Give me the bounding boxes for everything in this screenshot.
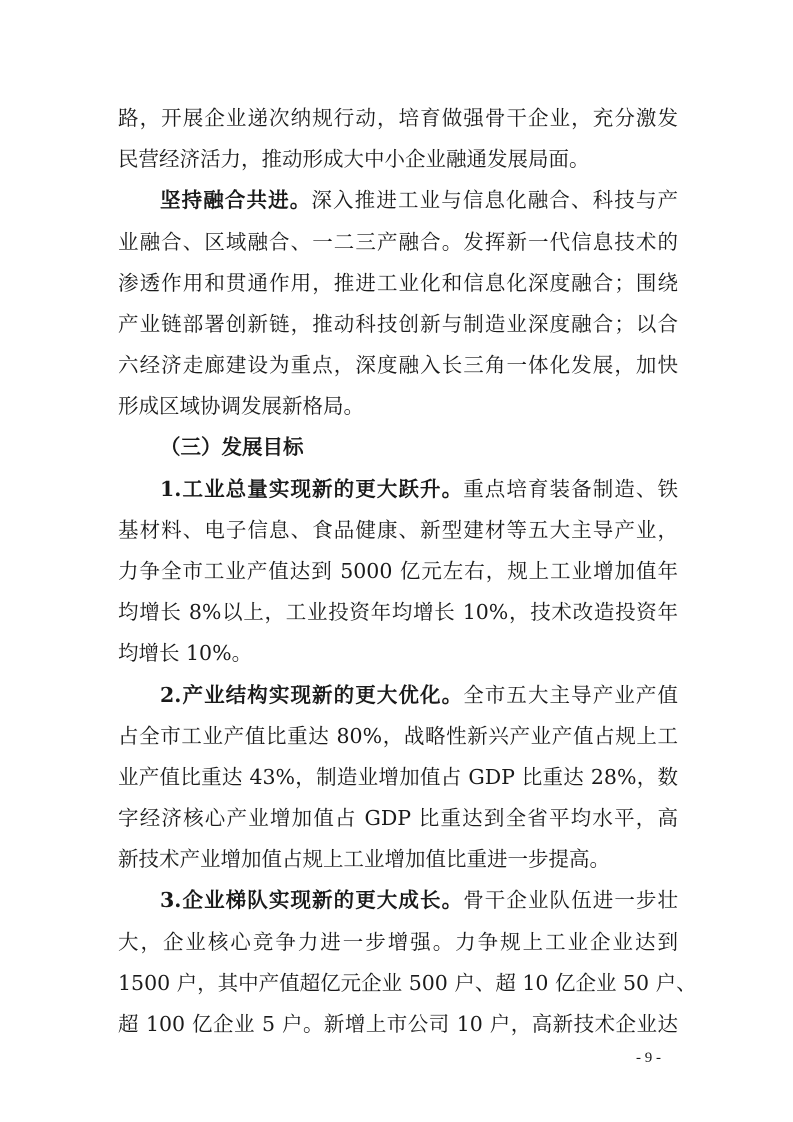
paragraph-text: 骨干企业队伍进一步壮 <box>463 888 679 913</box>
bold-lead: 3.企业梯队实现新的更大成长。 <box>160 888 464 913</box>
paragraph-line: 字经济核心产业增加值占 GDP 比重达到全省平均水平，高 <box>118 806 678 831</box>
paragraph-line: 超 100 亿企业 5 户。新增上市公司 10 户，高新技术企业达 <box>118 1012 678 1036</box>
paragraph-text: 重点培育装备制造、铁 <box>463 476 679 501</box>
paragraph-text: 全市五大主导产业产值 <box>463 682 679 707</box>
paragraph-text: 深入推进工业与信息化融合、科技与产 <box>311 188 679 213</box>
bold-lead: 坚持融合共进。 <box>160 188 312 213</box>
paragraph-line: 均增长 8%以上，工业投资年均增长 10%，技术改造投资年 <box>118 600 678 625</box>
paragraph-line: 1500 户，其中产值超亿元企业 500 户、超 10 亿企业 50 户、 <box>118 970 697 995</box>
paragraph-line: 基材料、电子信息、食品健康、新型建材等五大主导产业， <box>118 517 678 542</box>
bold-lead: 1.工业总量实现新的更大跃升。 <box>160 476 464 501</box>
bold-lead: 2.产业结构实现新的更大优化。 <box>160 682 464 707</box>
paragraph-line: 路，开展企业递次纳规行动，培育做强骨干企业，充分激发 <box>118 106 678 130</box>
paragraph-line: 民营经济活力，推动形成大中小企业融通发展局面。 <box>118 147 590 172</box>
paragraph-line: 产业链部署创新链，推动科技创新与制造业深度融合；以合 <box>118 311 678 336</box>
paragraph-line: 渗透作用和贯通作用，推进工业化和信息化深度融合；围绕 <box>118 270 678 295</box>
paragraph-line: 业产值比重达 43%，制造业增加值占 GDP 比重达 28%，数 <box>118 764 678 789</box>
paragraph-line: 业融合、区域融合、一二三产融合。发挥新一代信息技术的 <box>118 229 678 254</box>
paragraph-line: 力争全市工业产值达到 5000 亿元左右，规上工业增加值年 <box>118 559 678 583</box>
section-heading: （三）发展目标 <box>160 435 304 460</box>
paragraph-line: 六经济走廊建设为重点，深度融入长三角一体化发展，加快 <box>118 353 678 378</box>
paragraph-line: 均增长 10%。 <box>118 641 253 666</box>
page-number: - 9 - <box>636 1050 661 1066</box>
paragraph-line: 形成区域协调发展新格局。 <box>118 394 364 419</box>
paragraph-line: 新技术产业增加值占规上工业增加值比重进一步提高。 <box>118 847 610 872</box>
paragraph-line: 大，企业核心竞争力进一步增强。力争规上工业企业达到 <box>118 929 678 954</box>
paragraph-line: 占全市工业产值比重达 80%，战略性新兴产业产值占规上工 <box>118 723 678 748</box>
paragraph-line <box>160 681 678 709</box>
paragraph-line <box>160 475 678 503</box>
paragraph-line <box>160 886 678 914</box>
paragraph-line <box>160 186 678 214</box>
